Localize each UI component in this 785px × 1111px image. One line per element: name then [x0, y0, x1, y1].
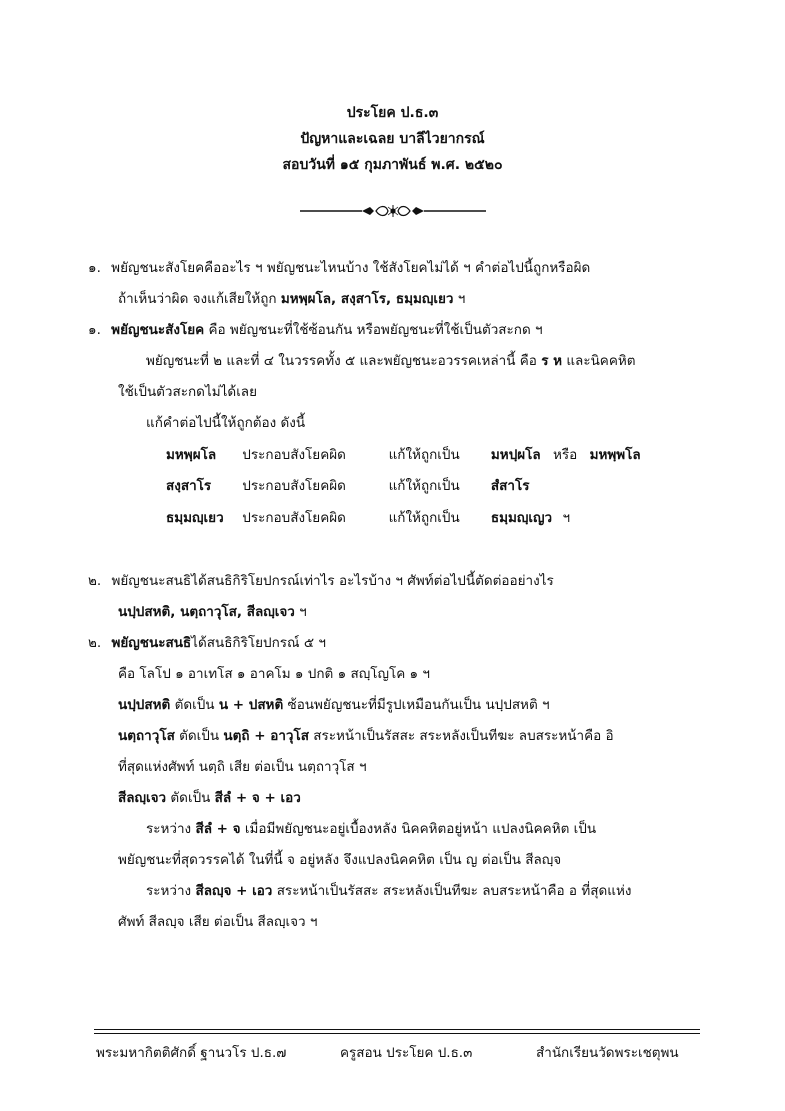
error-description: ประกอบสังโยคผิด — [242, 510, 346, 526]
term-parts: น + ปสหติ — [218, 697, 284, 713]
explanation: ซ้อนพยัญชนะที่มีรูปเหมือนกันเป็น นปฺปสหติ ฯ — [283, 697, 550, 713]
alternate-word: มหพฺพโล — [589, 447, 641, 463]
ornament-divider — [300, 203, 486, 219]
term-word: นตฺถาวุโส — [118, 728, 175, 744]
question-end: ฯ — [453, 291, 466, 307]
corrected-word: มหปฺผโล — [490, 447, 541, 463]
answer-2-part-5-continued: ศัพท์ สีลญฺจ เสีย ต่อเป็น สีลญฺเจว ฯ — [118, 914, 318, 930]
question-2-line-1 — [88, 569, 554, 591]
answer-definition: คือ พยัญชนะที่ใช้ซ้อนกัน หรือพยัญชนะที่ใช้เป็นตัวสะกด ฯ — [204, 322, 543, 338]
question-number: ๑. — [88, 260, 101, 276]
answer-2-part-2-continued: ที่สุดแห่งศัพท์ นตฺถิ เสีย ต่อเป็น นตฺถาวุโส ฯ — [118, 759, 367, 775]
error-description: ประกอบสังโยคผิด — [242, 447, 346, 463]
footer-author: พระมหากิตติศักดิ์ ฐานวโร ป.ธ.๗ — [96, 1045, 287, 1061]
question-end: ฯ — [294, 604, 307, 620]
term-word: นปฺปสหติ — [118, 697, 171, 713]
explanation: สระหน้าเป็นรัสสะ สระหลังเป็นทีฆะ ลบสระหน้าคือ อิ — [309, 728, 614, 744]
answer-2-part-3 — [118, 786, 301, 808]
term-parts: สีลํ + จ — [195, 821, 241, 837]
question-number: ๒. — [88, 573, 102, 589]
question-1-line-1 — [88, 256, 590, 278]
answer-1-line-3: ใช้เป็นตัวสะกดไม่ได้เลย — [118, 384, 257, 400]
fix-label: แก้ให้ถูกเป็น — [388, 510, 460, 526]
answer-text: และนิคคหิต — [562, 353, 636, 369]
answer-text: พยัญชนะที่ ๒ และที่ ๔ ในวรรคทั้ง ๕ และพยัญชนะอวรรคเหล่านี้ คือ — [146, 353, 542, 369]
wrong-word: มหพฺผโล — [166, 447, 217, 463]
answer-2-line-1 — [88, 631, 326, 653]
answer-2-part-1 — [118, 693, 550, 715]
question-1-line-2 — [118, 287, 465, 309]
term-word: สีลญฺเจว — [118, 790, 167, 806]
answer-2-part-4-continued: พยัญชนะที่สุดวรรคได้ ในที่นี้ จ อยู่หลัง จึงแปลงนิคคหิต เป็น ญ ต่อเป็น สีลญฺจ — [118, 852, 562, 868]
answer-term: พยัญชนะสังโยค — [111, 322, 205, 338]
correction-row — [166, 443, 641, 465]
question-words: นปฺปสหติ, นตฺถาวุโส, สีลญฺเจว — [118, 604, 295, 620]
wrong-word: ธมฺมญฺเยว — [166, 510, 224, 526]
answer-2-part-5 — [146, 879, 631, 901]
answer-2-part-2 — [118, 724, 614, 746]
corrected-word: สํสาโร — [490, 478, 530, 494]
answer-1-line-2 — [146, 349, 636, 371]
question-text: พยัญชนะสังโยคคืออะไร ฯ พยัญชนะไหนบ้าง ใช้สังโยคไม่ได้ ฯ คำต่อไปนี้ถูกหรือผิด — [111, 260, 591, 276]
answer-letters: ร ห — [541, 353, 563, 369]
answer-number: ๒. — [88, 635, 102, 651]
footer-rule-thin — [94, 1033, 700, 1034]
question-2-line-2 — [118, 600, 307, 622]
footer-rule — [94, 1029, 700, 1030]
footer-school: สำนักเรียนวัดพระเชตุพน — [536, 1045, 679, 1061]
error-description: ประกอบสังโยคผิด — [242, 478, 346, 494]
between-label: ระหว่าง — [146, 883, 196, 899]
page-title: ประโยค ป.ธ.๓ — [346, 105, 439, 121]
fix-label: แก้ให้ถูกเป็น — [388, 478, 460, 494]
answer-1-line-4: แก้คำต่อไปนี้ให้ถูกต้อง ดังนี้ — [146, 415, 306, 431]
page-subtitle: ปัญหาและเฉลย บาลีไวยากรณ์ — [300, 131, 485, 147]
footer-role: ครูสอน ประโยค ป.ธ.๓ — [340, 1045, 473, 1061]
question-words: มหพฺผโล, สงฺสาโร, ธมฺมญฺเยว — [280, 291, 454, 307]
term-parts: สีลญฺจ + เอว — [195, 883, 273, 899]
answer-definition: ได้สนธิกิริโยปกรณ์ ๕ ฯ — [191, 635, 326, 651]
term-parts: นตฺถิ + อาวุโส — [223, 728, 309, 744]
wrong-word: สงฺสาโร — [166, 478, 212, 494]
exam-date: สอบวันที่ ๑๕ กุมภาพันธ์ พ.ศ. ๒๕๒๐ — [282, 157, 503, 173]
end-mark: ฯ — [562, 510, 571, 526]
question-text: ถ้าเห็นว่าผิด จงแก้เสียให้ถูก — [118, 291, 281, 307]
answer-2-part-4 — [146, 817, 596, 839]
answer-term: พยัญชนะสนธิ — [111, 635, 192, 651]
explanation: สระหน้าเป็นรัสสะ สระหลังเป็นทีฆะ ลบสระหน้าคือ อ ที่สุดแห่ง — [272, 883, 632, 899]
correction-row — [166, 474, 529, 496]
or-label: หรือ — [553, 447, 578, 463]
answer-2-list: คือ โลโป ๑ อาเทโส ๑ อาคโม ๑ ปกติ ๑ สญฺโญโค ๑ ฯ — [118, 666, 430, 682]
cut-label: ตัดเป็น — [174, 728, 224, 744]
fix-label: แก้ให้ถูกเป็น — [388, 447, 460, 463]
answer-number: ๑. — [88, 322, 101, 338]
term-parts: สีลํ + จ + เอว — [214, 790, 301, 806]
between-label: ระหว่าง — [146, 821, 196, 837]
answer-1-line-1 — [88, 318, 543, 340]
question-text: พยัญชนะสนธิได้สนธิกิริโยปกรณ์เท่าไร อะไรบ้าง ฯ ศัพท์ต่อไปนี้ตัดต่ออย่างไร — [111, 573, 554, 589]
corrected-word: ธมฺมญฺเญว — [490, 510, 553, 526]
cut-label: ตัดเป็น — [170, 697, 219, 713]
cut-label: ตัดเป็น — [166, 790, 215, 806]
correction-row — [166, 506, 570, 528]
explanation: เมื่อมีพยัญชนะอยู่เบื้องหลัง นิคคหิตอยู่หน้า แปลงนิคคหิต เป็น — [240, 821, 597, 837]
